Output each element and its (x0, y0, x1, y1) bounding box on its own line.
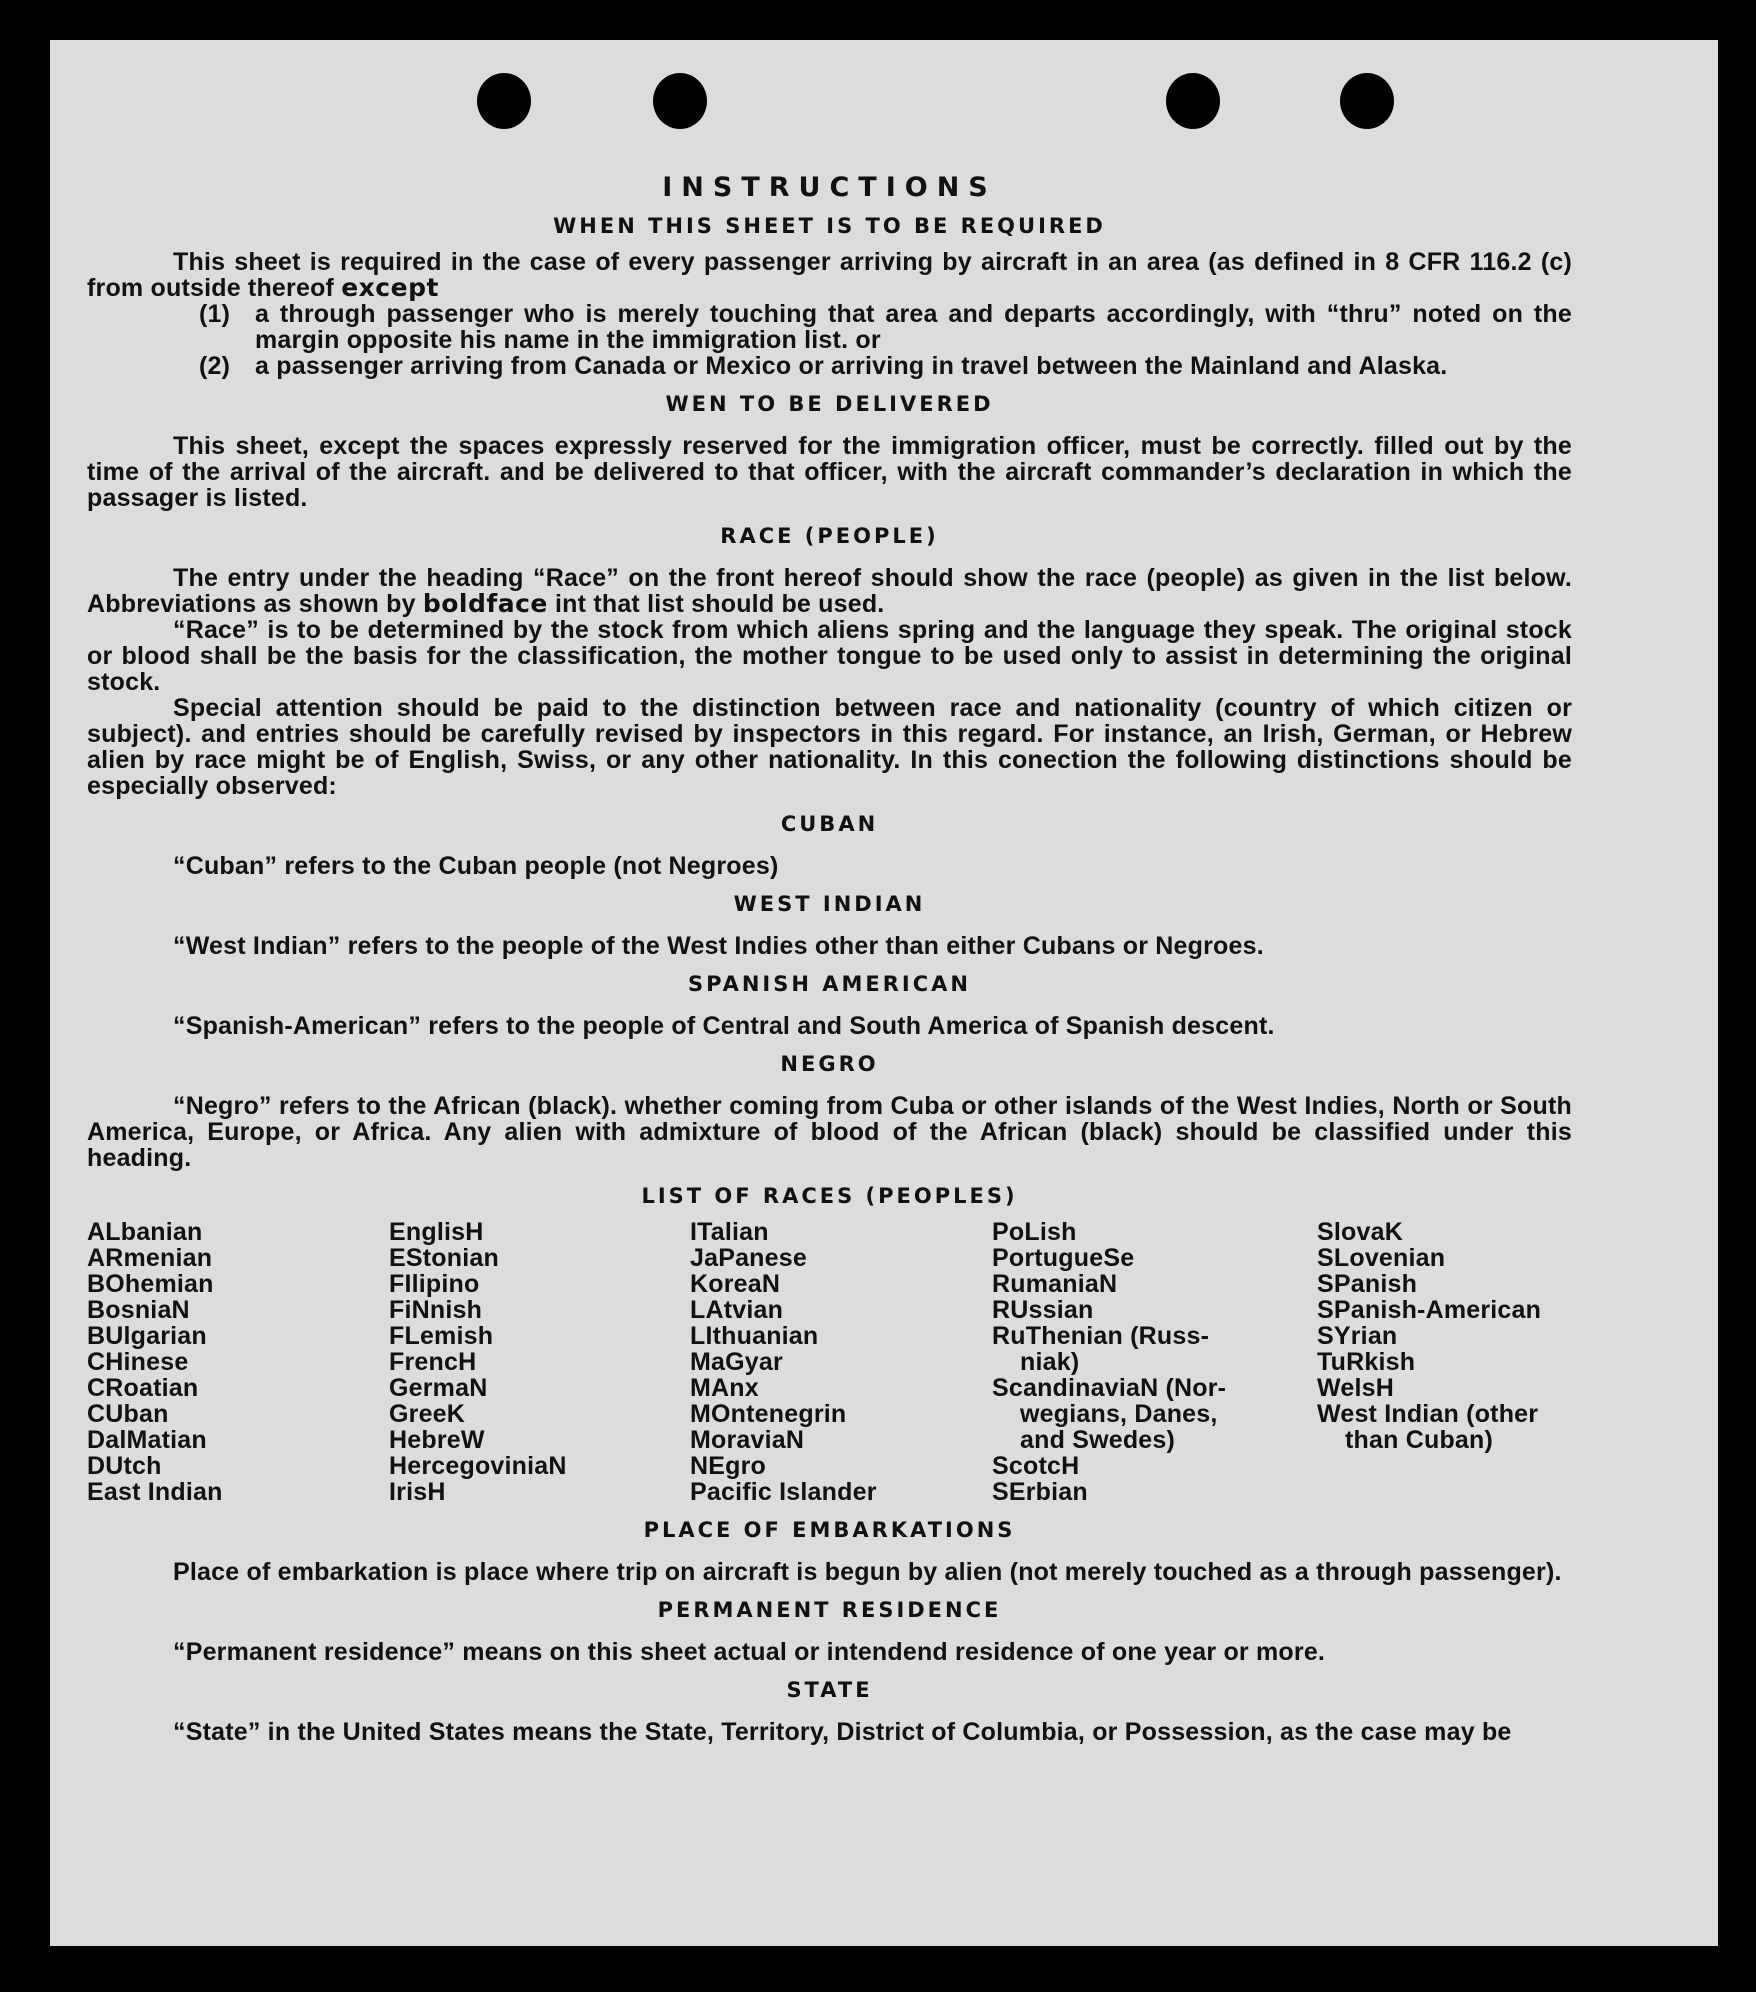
race-entry: CUban (87, 1400, 169, 1428)
race-entry: Pacific Islander (690, 1478, 877, 1506)
race-entry: CHinese (87, 1348, 189, 1376)
spanish-american-paragraph: “Spanish-American” refers to the people of Central and South America of Spanish descent. (173, 1012, 1275, 1040)
race-entry: JaPanese (690, 1244, 807, 1272)
except-bold: except (341, 273, 439, 302)
race-entry: EStonian (389, 1244, 499, 1272)
races-column (992, 1219, 1317, 1505)
races-column (690, 1219, 992, 1505)
required-paragraph (87, 249, 1572, 301)
delivered-paragraph: This sheet, except the spaces expressly reserved for the immigration officer, must be correctly. filled out by the time of the arrival of the aircraft. and be delivered to that officer, with the aircraft commander’s declaration in which the passager is listed. (87, 432, 1572, 512)
race-entry: BosniaN (87, 1296, 190, 1324)
race-entry: BOhemian (87, 1270, 214, 1298)
section-heading-negro: NEGRO (780, 1052, 879, 1076)
list-item (87, 301, 1572, 353)
race-entry: ALbanian (87, 1218, 203, 1246)
race-entry: West Indian (other (1317, 1400, 1539, 1428)
race-entry: RuThenian (Russ- (992, 1322, 1210, 1350)
race-entry: EnglisH (389, 1218, 484, 1246)
race-entry: ITalian (690, 1218, 769, 1246)
race-entry: East Indian (87, 1478, 223, 1506)
section-heading-races-list: LIST OF RACES (PEOPLES) (641, 1184, 1018, 1208)
race-entry: wegians, Danes, (1020, 1400, 1218, 1428)
race-entry: NEgro (690, 1452, 766, 1480)
negro-paragraph: “Negro” refers to the African (black). whether coming from Cuba or other islands of the West Indies, North or South America, Europe, or Africa. Any alien with admixture of blood of the African (black) should be classified under this heading. (87, 1092, 1572, 1172)
item-number: (1) (199, 300, 231, 328)
race-entry: GreeK (389, 1400, 466, 1428)
punch-hole (1166, 73, 1220, 129)
punch-hole (653, 73, 707, 129)
race-entry: ScandinaviaN (Nor- (992, 1374, 1227, 1402)
race-entry: MoraviaN (690, 1426, 805, 1454)
race-entry: LAtvian (690, 1296, 784, 1324)
race-entry: WelsH (1317, 1374, 1394, 1402)
race-entry: FiNnish (389, 1296, 483, 1324)
race-entry: KoreaN (690, 1270, 781, 1298)
race-paragraph-3: Special attention should be paid to the distinction between race and nationality (country of which citizen or subject). and entries should be carefully revised by inspectors in this regard. For instance, an Irish, German, or Hebrew alien by race might be of English, Swiss, or any other nationality. In this conection the following distinctions should be especially observed: (87, 694, 1572, 800)
race-entry: SlovaK (1317, 1218, 1403, 1246)
race-text-b: int that list should be used. (547, 590, 885, 618)
race-entry: RumaniaN (992, 1270, 1118, 1298)
section-heading-spanish-american: SPANISH AMERICAN (688, 972, 971, 996)
race-entry: niak) (1020, 1348, 1080, 1376)
embarkation-paragraph: Place of embarkation is place where trip on aircraft is begun by alien (not merely touched as a through passenger). (173, 1558, 1562, 1586)
item-number: (2) (199, 352, 231, 380)
race-entry: MAnx (690, 1374, 759, 1402)
race-entry: ARmenian (87, 1244, 213, 1272)
race-entry: SErbian (992, 1478, 1088, 1506)
race-entry: FLemish (389, 1322, 494, 1350)
race-entry: PoLish (992, 1218, 1077, 1246)
races-column (87, 1219, 389, 1505)
race-entry: IrisH (389, 1478, 446, 1506)
races-column (1317, 1219, 1572, 1505)
item-text: a passenger arriving from Canada or Mexico or arriving in travel between the Mainland and Alaska. (255, 352, 1448, 380)
cuban-paragraph: “Cuban” refers to the Cuban people (not Negroes) (173, 852, 779, 880)
race-entry: SPanish-American (1317, 1296, 1542, 1324)
race-text-a: The entry under the heading “Race” on the front hereof should show the race (people) as given in the list below. Abbreviations as shown by (87, 564, 1572, 618)
list-item (87, 353, 1572, 379)
section-heading-embarkation: PLACE OF EMBARKATIONS (643, 1518, 1016, 1542)
race-entry: MaGyar (690, 1348, 783, 1376)
section-heading-delivered: WEN TO BE DELIVERED (665, 392, 994, 416)
section-heading-required: WHEN THIS SHEET IS TO BE REQUIRED (553, 214, 1106, 238)
race-entry: TuRkish (1317, 1348, 1416, 1376)
race-entry: SLovenian (1317, 1244, 1446, 1272)
race-entry: GermaN (389, 1374, 488, 1402)
race-entry: ScotcH (992, 1452, 1080, 1480)
instructions-content (87, 172, 1572, 1746)
race-entry: SPanish (1317, 1270, 1418, 1298)
residence-paragraph: “Permanent residence” means on this sheet actual or intendend residence of one year or more. (173, 1638, 1326, 1666)
races-column (389, 1219, 690, 1505)
section-heading-residence: PERMANENT RESIDENCE (657, 1598, 1002, 1622)
race-entry: MOntenegrin (690, 1400, 847, 1428)
race-entry: LIthuanian (690, 1322, 819, 1350)
race-paragraph-1 (87, 565, 1572, 617)
race-entry: and Swedes) (1020, 1426, 1176, 1454)
section-heading-race: RACE (PEOPLE) (720, 524, 939, 548)
page-title: INSTRUCTIONS (662, 172, 997, 203)
race-entry: DalMatian (87, 1426, 207, 1454)
required-text: This sheet is required in the case of every passenger arriving by aircraft in an area (as defined in 8 CFR 116.2 (c) from outside thereof (87, 248, 1572, 302)
document-page (50, 40, 1718, 1946)
west-indian-paragraph: “West Indian” refers to the people of the West Indies other than either Cubans or Negroes. (173, 932, 1264, 960)
race-paragraph-2: “Race” is to be determined by the stock from which aliens spring and the language they speak. The original stock or blood shall be the basis for the classification, the mother tongue to be used only to assist in determining the original stock. (87, 616, 1572, 696)
punch-hole (1340, 73, 1394, 129)
race-entry: RUssian (992, 1296, 1094, 1324)
section-heading-state: STATE (786, 1678, 873, 1702)
race-entry: PortugueSe (992, 1244, 1135, 1272)
race-entry: HercegoviniaN (389, 1452, 567, 1480)
state-paragraph: “State” in the United States means the State, Territory, District of Columbia, or Possession, as the case may be (173, 1718, 1512, 1746)
item-text: a through passenger who is merely touching that area and departs accordingly, with “thru” noted on the margin opposite his name in the immigration list. or (255, 300, 1572, 354)
punch-hole (477, 73, 531, 129)
race-entry: CRoatian (87, 1374, 199, 1402)
race-entry: DUtch (87, 1452, 162, 1480)
races-list (87, 1219, 1572, 1505)
boldface-word: boldface (422, 589, 548, 618)
section-heading-cuban: CUBAN (780, 812, 879, 836)
race-entry: FIlipino (389, 1270, 480, 1298)
race-entry: than Cuban) (1345, 1426, 1494, 1454)
race-entry: HebreW (389, 1426, 485, 1454)
race-entry: BUlgarian (87, 1322, 207, 1350)
race-entry: SYrian (1317, 1322, 1398, 1350)
section-heading-west-indian: WEST INDIAN (733, 892, 926, 916)
race-entry: FrencH (389, 1348, 477, 1376)
